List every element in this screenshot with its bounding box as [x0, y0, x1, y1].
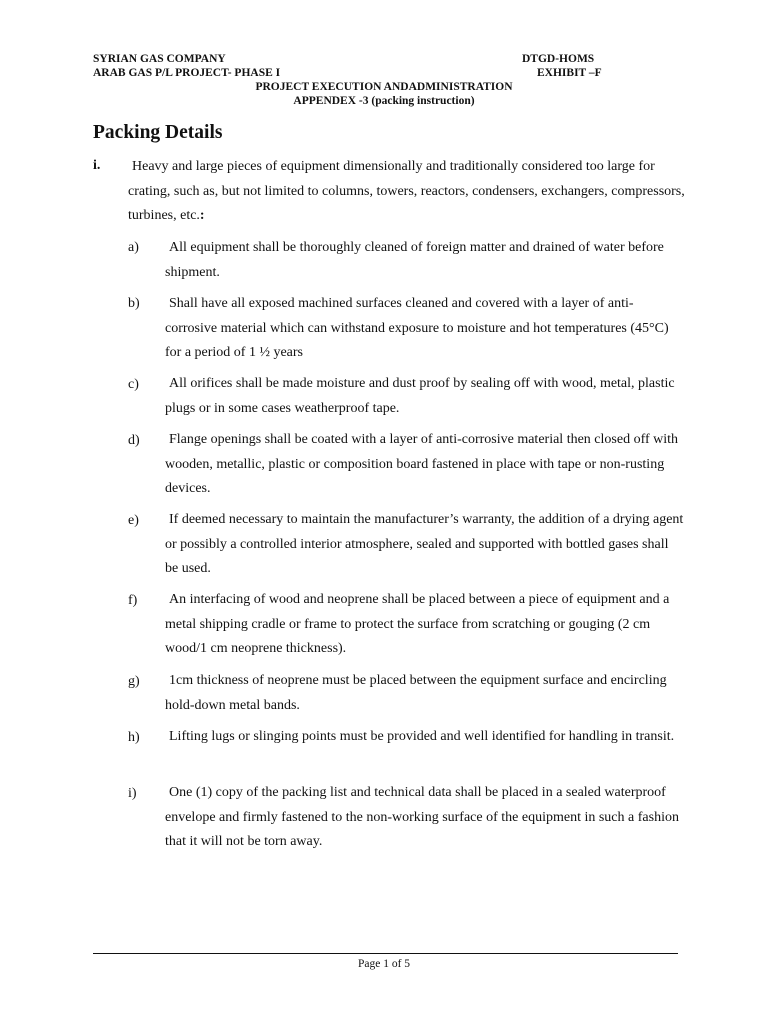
item-text-i: One (1) copy of the packing list and technical data shall be placed in a sealed waterproof envelope and firmly fastened to the non-working surface of the equipment in such a fashion that it will not be torn away.: [165, 785, 679, 849]
doc-code: DTGD-HOMS: [522, 53, 595, 65]
item-text-e: If deemed necessary to maintain the manufacturer’s warranty, the addition of a drying agent or possibly a controlled interior atmosphere, sealed and supported with bottled gases shall be used.: [165, 512, 684, 576]
section-number: i.: [93, 158, 101, 173]
item-text-f: An interfacing of wood and neoprene shall be placed between a piece of equipment and a metal shipping cradle or frame to protect the surface from scratching or gouging (2 cm wood/1 cm neoprene thickness).: [165, 592, 670, 656]
item-text-a: All equipment shall be thoroughly cleaned of foreign matter and drained of water before shipment.: [165, 240, 664, 280]
item-text-b: Shall have all exposed machined surfaces cleaned and covered with a layer of anti-corrosive material which can withstand exposure to moisture and hot temperatures (45°C) for a period of 1 ½ years: [165, 296, 669, 360]
appendix-heading: APPENDEX -3 (packing instruction): [293, 95, 475, 107]
page-number: Page 1 of 5: [357, 958, 411, 970]
company-name: SYRIAN GAS COMPANY: [93, 53, 226, 65]
section-intro: [128, 155, 688, 229]
item-label-g: g): [128, 674, 140, 689]
item-label-f: f): [128, 593, 138, 608]
page-title: Packing Details: [93, 122, 223, 143]
exhibit-label: EXHIBIT –F: [537, 67, 602, 79]
item-label-a: a): [128, 240, 139, 255]
item-label-i: i): [128, 786, 137, 801]
item-text-d: Flange openings shall be coated with a layer of anti-corrosive material then closed off with wooden, metallic, plastic or composition board fastened in place with tape or non-rusting devices.: [165, 432, 679, 496]
item-text-c: All orifices shall be made moisture and dust proof by sealing off with wood, metal, plastic plugs or in some cases weatherproof tape.: [165, 376, 675, 416]
item-label-d: d): [128, 433, 140, 448]
item-label-c: c): [128, 377, 139, 392]
item-label-e: e): [128, 513, 139, 528]
section-intro-colon: :: [199, 208, 205, 223]
item-label-b: b): [128, 296, 140, 311]
project-name: ARAB GAS P/L PROJECT- PHASE I: [93, 67, 281, 79]
section-intro-text: Heavy and large pieces of equipment dimensionally and traditionally considered too large for crating, such as, but not limited to columns, towers, reactors, condensers, exchangers, compressors, turbines, etc.: [128, 159, 685, 223]
item-label-h: h): [128, 730, 140, 745]
footer-divider: [93, 953, 678, 954]
section-heading: PROJECT EXECUTION ANDADMINISTRATION: [255, 81, 513, 93]
item-text-g: 1cm thickness of neoprene must be placed between the equipment surface and encircling hold-down metal bands.: [165, 673, 667, 713]
item-text-h: Lifting lugs or slinging points must be provided and well identified for handling in transit.: [169, 729, 675, 744]
